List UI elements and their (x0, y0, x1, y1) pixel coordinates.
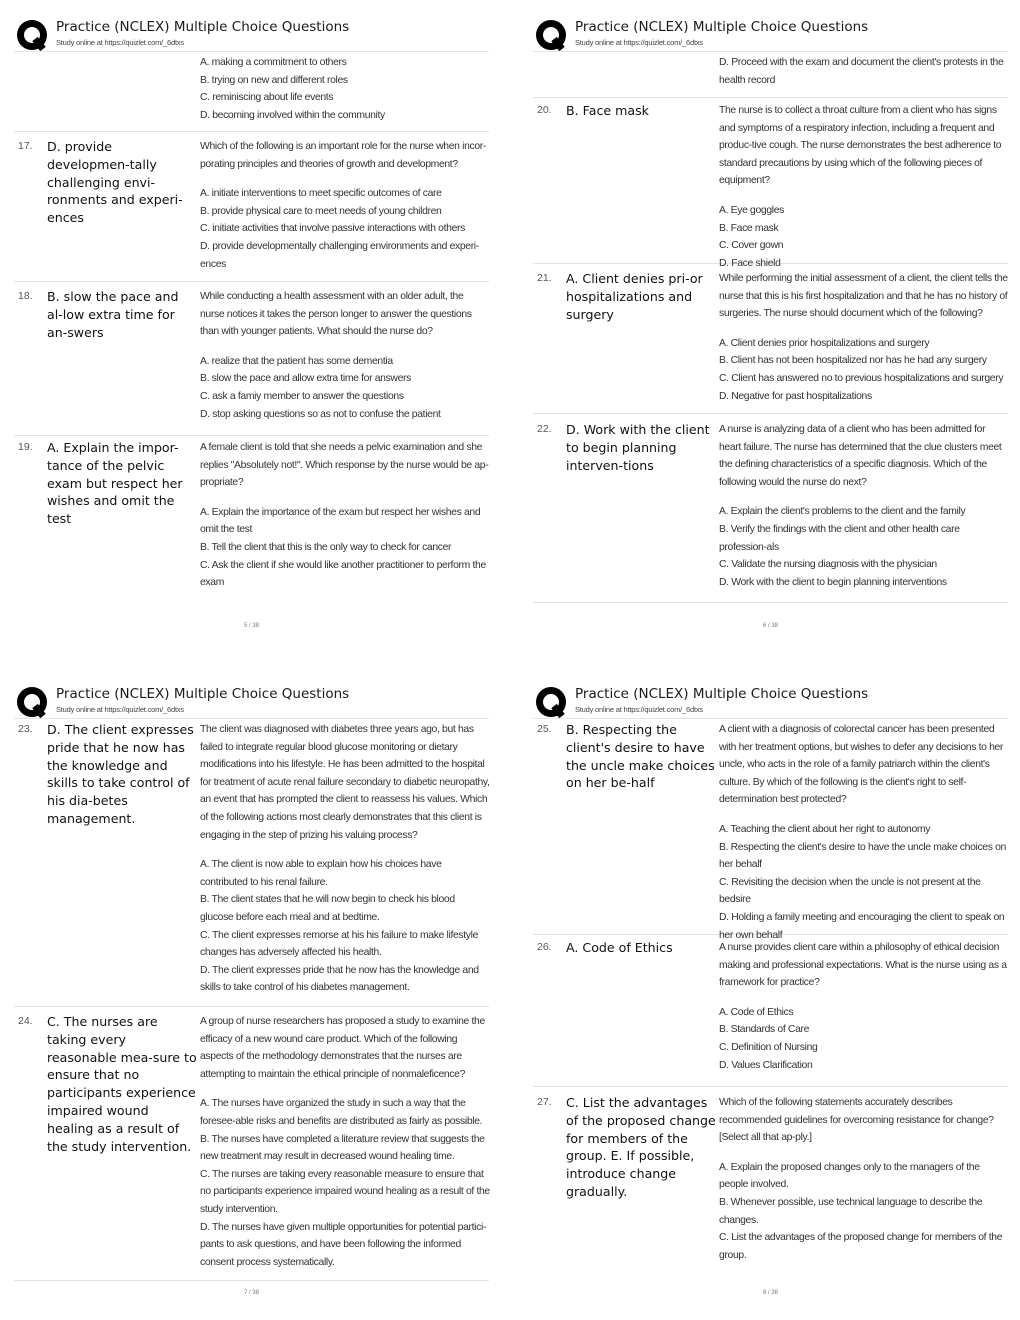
option-list (719, 503, 1009, 591)
option-list (719, 202, 1009, 272)
option: D. becoming involved within the community (200, 109, 385, 121)
question-stem (200, 439, 490, 592)
option-list (200, 353, 490, 423)
option: C. The client expresses remorse at his his failure to make lifestyle changes has adversely affected his health. (200, 929, 479, 959)
option: C. Client has answered no to previous hospitalizations and surgery (719, 372, 1004, 384)
option-list (719, 1004, 1009, 1074)
page-header (533, 683, 1008, 719)
page-number: 8 / 38 (762, 1290, 778, 1296)
question-number: 20. (537, 104, 552, 116)
document-page-5 (14, 16, 504, 666)
header-title: Practice (NCLEX) Multiple Choice Questions (575, 19, 869, 35)
header-subtitle: Study online at https://quizlet.com/_6dtxs (575, 705, 703, 714)
answer-text: A. Explain the impor-tance of the pelvic exam but respect her wishes and omit the test (47, 440, 183, 527)
page-header (14, 683, 489, 719)
answer-text: D. provide developmen-tally challenging envi-ronments and experi-ences (47, 139, 183, 226)
stem-text: Which of the following statements accurately describes recommended guidelines for overcoming resistance for change? [Select all that ap-ply.] (719, 1097, 994, 1144)
option: C. ask a famiy member to answer the questions (200, 390, 404, 402)
question-number: 19. (18, 441, 33, 453)
stem-text: A female client is told that she needs a pelvic examination and she replies "Absolutely not!". Which response by the nurse would be ap-propriate? (200, 442, 489, 489)
question-number: 22. (537, 423, 552, 435)
header-title: Practice (NCLEX) Multiple Choice Questions (575, 686, 869, 702)
header-subtitle: Study online at https://quizlet.com/_6dtxs (575, 38, 703, 47)
option: D. Work with the client to begin planning interventions (719, 576, 947, 588)
stem-text: While performing the initial assessment of a client, the client tells the nurse that this is his first hospitalization and that he has no history of surgeries. The nurse should document which of the following? (719, 273, 1008, 320)
option: A. Explain the client's problems to the client and the family (719, 506, 966, 518)
option: A. realize that the patient has some dementia (200, 355, 393, 367)
option-list (719, 821, 1009, 944)
option: D. Face shield (719, 257, 781, 269)
option: B. provide physical care to meet needs of young children (200, 205, 442, 217)
answer-text: B. Respecting the client's desire to have the uncle make choices on her be-half (566, 722, 715, 791)
quizlet-logo-icon (16, 686, 48, 718)
option-list (200, 1095, 490, 1271)
question-stem (200, 721, 490, 997)
question-26 (533, 939, 1008, 1087)
question-number: 23. (18, 723, 33, 735)
question-divider (14, 54, 489, 132)
option: C. The nurses are taking every reasonable measure to ensure that no participants experience impaired wound healing as a result of the study intervention. (200, 1168, 490, 1215)
question-19 (14, 439, 489, 609)
option: C. Cover gown (719, 240, 784, 252)
question-number: 21. (537, 272, 552, 284)
stem-text: A nurse is analyzing data of a client who has been admitted for heart failure. The nurse has determined that the clue clusters meet the defining characteristics of a specific diagnosis. Which of the following would the nurse do next? (719, 424, 1002, 488)
question-20 (533, 102, 1008, 269)
question-stem (719, 270, 1009, 405)
header-title: Practice (NCLEX) Multiple Choice Questions (56, 686, 350, 702)
quizlet-logo-icon (535, 19, 567, 51)
option: C. Revisiting the decision when the uncle is not present at the bedsire (719, 876, 981, 906)
option: D. stop asking questions so as not to confuse the patient (200, 408, 441, 420)
answer-text: D. The client expresses pride that he now has the knowledge and skills to take control of his dia-betes management. (47, 722, 194, 826)
option: B. Whenever possible, use technical language to describe the changes. (719, 1196, 983, 1226)
question-27 (533, 1094, 1008, 1274)
answer-text: C. The nurses are taking every reasonable mea-sure to ensure that no participants experience impaired wound healing as a result of the study intervention. (47, 1014, 197, 1154)
question-25 (533, 721, 1008, 941)
question-stem (719, 421, 1009, 591)
option-list (719, 335, 1009, 405)
option: D. The client expresses pride that he now has the knowledge and skills to take control of his diabetes management. (200, 964, 479, 994)
option: C. initiate activities that involve passive interactions with others (200, 223, 465, 235)
header-subtitle: Study online at https://quizlet.com/_6dtxs (56, 705, 184, 714)
option: A. Explain the importance of the exam but respect her wishes and omit the test (200, 506, 481, 536)
option: A. Eye goggles (719, 204, 784, 216)
question-number: 17. (18, 140, 33, 152)
question-stem (719, 102, 1009, 272)
question-22 (533, 421, 1008, 603)
option-list (719, 1159, 1009, 1265)
question-number: 24. (18, 1015, 33, 1027)
document-page-7 (14, 683, 504, 1320)
stem-text: While conducting a health assessment with an older adult, the nurse notices it takes the person longer to answer the questions than with younger patients. What should the nurse do? (200, 291, 472, 338)
header-title: Practice (NCLEX) Multiple Choice Questions (56, 19, 350, 35)
option: B. slow the pace and allow extra time for answers (200, 373, 411, 385)
option: D. The nurses have given multiple opportunities for potential partici-pants to ask questions, and have been following the informed consent process systematically. (200, 1221, 487, 1268)
option: A. Explain the proposed changes only to the managers of the people involved. (719, 1161, 980, 1191)
stem-text: A nurse provides client care within a philosophy of ethical decision making and professional expectations. What is the nurse using as a framework for practice? (719, 942, 1007, 989)
option: A. initiate interventions to meet specific outcomes of care (200, 188, 442, 200)
question-divider (533, 54, 1008, 98)
document-page-8 (533, 683, 1020, 1320)
question-stem (200, 138, 490, 273)
option: C. Definition of Nursing (719, 1041, 818, 1053)
question-number: 26. (537, 941, 552, 953)
page-header (533, 16, 1008, 52)
quizlet-logo-icon (535, 686, 567, 718)
answer-text: B. Face mask (566, 103, 649, 118)
option: C. Ask the client if she would like another practitioner to perform the exam (200, 559, 486, 589)
option: D. Proceed with the exam and document the client's protests in the health record (719, 57, 1004, 86)
option-list (200, 185, 490, 273)
option: D. Negative for past hospitalizations (719, 390, 872, 402)
stem-text: The client was diagnosed with diabetes three years ago, but has failed to integrate regular blood glucose monitoring or dietary modifications into his lifestyle. He has been admitted to the hospital for treatment of acute renal failure secondary to diabetic neuropathy, an event that has prompted the client to reassess his values. Which of the following actions most clearly demonstrates that this client is engaging in the step of prizing his valuing process? (200, 724, 490, 841)
page-number: 7 / 38 (243, 1290, 259, 1296)
option-list (200, 504, 490, 592)
question-23 (14, 721, 489, 1007)
option: B. Verify the findings with the client and other health care profession-als (719, 523, 960, 553)
option: C. reminiscing about life events (200, 92, 334, 104)
answer-text: A. Client denies pri-or hospitalizations and surgery (566, 271, 703, 322)
stem-text: A group of nurse researchers has proposed a study to examine the efficacy of a new wound care product. Which of the following aspects of the methodology demonstrates that the nurses are attempting to maintain the ethical principle of nonmaleficence? (200, 1016, 485, 1080)
option: A. Client denies prior hospitalizations and surgery (719, 337, 930, 349)
option: B. trying on new and different roles (200, 74, 348, 86)
page-header (14, 16, 489, 52)
question-stem (719, 721, 1009, 944)
quizlet-logo-icon (16, 19, 48, 51)
option-list (200, 856, 490, 997)
answer-text: C. List the advantages of the proposed change for members of the group. E. If possible, introduce change gradually. (566, 1095, 716, 1199)
option: A. The nurses have organized the study in such a way that the foresee-able risks and benefits are distributed as fairly as possible. (200, 1098, 483, 1127)
question-18 (14, 288, 489, 436)
question-number: 25. (537, 723, 552, 735)
header-subtitle: Study online at https://quizlet.com/_6dtxs (56, 38, 184, 47)
answer-text: D. Work with the client to begin planning interven-tions (566, 422, 710, 473)
option: A. making a commitment to others (200, 57, 347, 68)
question-stem (719, 1094, 1009, 1264)
option: A. The client is now able to explain how his choices have contributed to his renal failure. (200, 859, 442, 888)
option: B. Tell the client that this is the only way to check for cancer (200, 541, 452, 553)
question-stem (719, 939, 1009, 1074)
question-stem (200, 288, 490, 423)
option: D. provide developmentally challenging environments and experi-ences (200, 240, 479, 270)
option: B. Face mask (719, 222, 779, 234)
option: D. Values Clarification (719, 1059, 813, 1071)
option: B. Standards of Care (719, 1024, 810, 1036)
question-number: 27. (537, 1096, 552, 1108)
answer-text: A. Code of Ethics (566, 940, 673, 955)
option: B. The nurses have completed a literature review that suggests the new treatment may result in decreased wound healing time. (200, 1133, 485, 1163)
page-number: 5 / 38 (243, 623, 259, 629)
option: B. Respecting the client's desire to have the uncle make choices on her behalf (719, 841, 1006, 871)
option: C. Validate the nursing diagnosis with the physician (719, 559, 937, 571)
answer-text: B. slow the pace and al-low extra time for an-swers (47, 289, 179, 340)
option: B. The client states that he will now begin to check his blood glucose before each meal and at bedtime. (200, 894, 455, 923)
stem-text: The nurse is to collect a throat culture from a client who has signs and symptoms of a respiratory infection, including a frequent and produc-tive cough. The nurse demonstrates the best adherence to standard precautions by using which of the following pieces of equipment? (719, 105, 1002, 187)
option: A. Teaching the client about her right to autonomy (719, 823, 931, 835)
question-17 (14, 138, 489, 282)
question-24 (14, 1013, 489, 1281)
stem-text: A client with a diagnosis of colorectal cancer has been presented with her treatment options, but wishes to defer any decisions to her uncle, who acts in the role of a family patriarch within the client's culture. By which of the following is the client's right to self-determination best protected? (719, 724, 1004, 806)
stem-text: Which of the following is an important role for the nurse when incor-porating principles and theories of growth and development? (200, 141, 486, 170)
option: B. Client has not been hospitalized nor has he had any surgery (719, 355, 987, 367)
option: C. List the advantages of the proposed change for members of the group. (719, 1232, 1003, 1261)
option: A. Code of Ethics (719, 1006, 794, 1018)
document-page-6 (533, 16, 1020, 666)
option: D. Holding a family meeting and encouraging the client to speak on her own behalf (719, 911, 1005, 941)
question-number: 18. (18, 290, 33, 302)
page-number: 6 / 38 (762, 623, 778, 629)
question-stem (200, 1013, 490, 1271)
question-21 (533, 270, 1008, 414)
